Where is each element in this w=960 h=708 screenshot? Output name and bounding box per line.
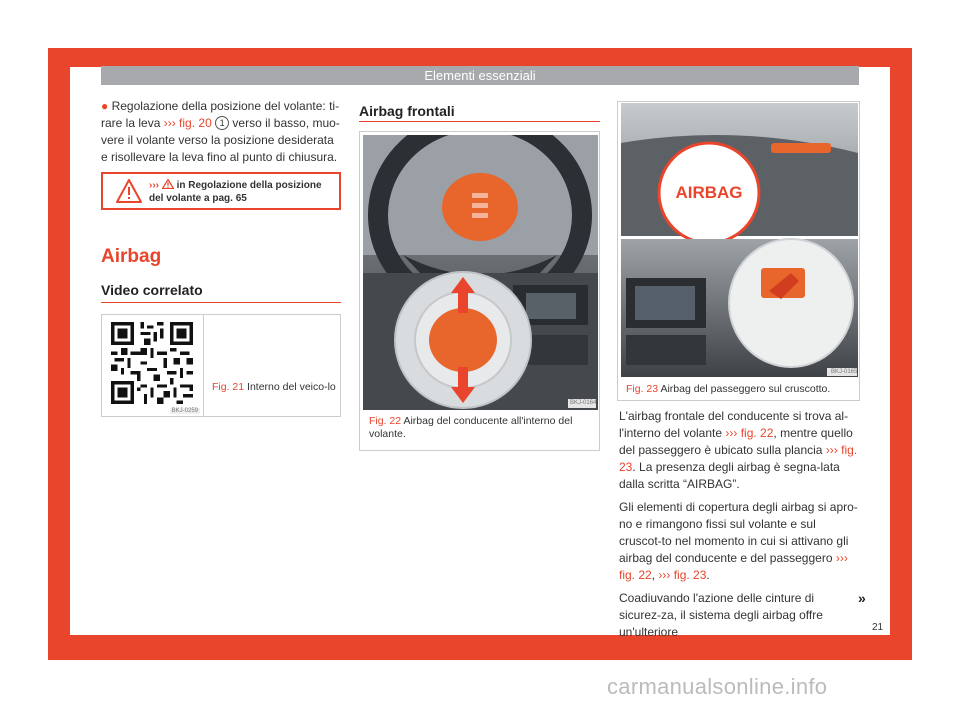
paragraph-3: Coadiuvando l'azione delle cinture di sicurez-za, il sistema degli airbag offre un'ulteriore xyxy=(619,591,823,639)
airbag-label: AIRBAG xyxy=(675,183,743,202)
frontali-rule xyxy=(359,121,600,122)
paragraph-1 xyxy=(619,408,859,493)
fig-23-link[interactable]: fig. 23 xyxy=(619,443,858,474)
bullet-text-after: verso il basso, muo-vere il volante verso la posizione desiderata e risollevare la leva fino al punto di chiusura. xyxy=(101,116,340,164)
video-rule xyxy=(101,302,341,303)
bullet-paragraph xyxy=(101,98,341,166)
paragraph-2 xyxy=(619,499,859,584)
fig-23-link[interactable]: fig. 23 xyxy=(673,568,707,582)
section-title-frontali: Airbag frontali xyxy=(359,103,455,119)
steering-wheel-airbag-image xyxy=(363,135,598,410)
figure-caption xyxy=(369,415,594,441)
figure-caption xyxy=(626,383,856,396)
p1-a: L'airbag frontale del conducente si trova al-l'interno del volante xyxy=(619,409,849,440)
video-title: Video correlato xyxy=(101,282,203,298)
section-title-airbag: Airbag xyxy=(101,246,162,267)
warning-ref: in Regolazione della posizione del volante a pag. 65 xyxy=(149,180,322,204)
warning-text xyxy=(149,179,334,205)
figure-code: BKJ-0165 xyxy=(831,369,858,375)
video-figure xyxy=(101,314,341,417)
page-number: 21 xyxy=(872,622,884,633)
continue-marker: » xyxy=(858,590,866,606)
qr-pane xyxy=(102,315,204,416)
fig-22-link[interactable]: fig. 22 xyxy=(619,568,652,582)
fig-22-link[interactable]: fig. 22 xyxy=(740,426,774,440)
watermark: carmanualsonline.info xyxy=(607,674,828,699)
warning-box[interactable] xyxy=(101,172,341,210)
warning-arrows: ››› xyxy=(149,180,159,191)
p1-c: . La presenza degli airbag è segna-lata dalla scritta “AIRBAG”. xyxy=(619,460,840,491)
passenger-airbag-image xyxy=(621,103,858,377)
figure-caption-text: Airbag del conducente all'interno del volante. xyxy=(369,415,573,440)
warning-triangle-icon xyxy=(115,178,143,204)
arrows-link[interactable]: ››› xyxy=(825,443,838,457)
figure-caption-text: Interno del veico-lo xyxy=(247,381,336,393)
p2-a: Gli elementi di copertura degli airbag si apro-no e rimangono fissi sul volante e sul cruscot-to nel momento in cui si attivano gli airbag del conducente e del passeggero xyxy=(619,500,858,565)
p1-b: , mentre quello del passeggero è ubicato sulla plancia xyxy=(619,426,853,457)
left-column xyxy=(101,98,341,166)
figure-label: Fig. 22 xyxy=(369,415,402,427)
figure-label: Fig. 21 xyxy=(212,381,245,393)
right-column-text xyxy=(619,408,859,647)
bullet-dot: ● xyxy=(101,99,109,113)
figure-code: BKJ-0259 xyxy=(171,408,198,414)
figure-caption-text: Airbag del passeggero sul cruscotto. xyxy=(660,383,831,395)
figure-code: BKJ-0164 xyxy=(570,400,597,406)
figure-label: Fig. 23 xyxy=(626,383,659,395)
callout-1: 1 xyxy=(215,116,229,130)
chapter-header: Elementi essenziali xyxy=(101,66,859,85)
arrows-link[interactable]: ››› xyxy=(163,116,176,130)
p2-c: . xyxy=(706,568,710,582)
p2-b: , xyxy=(651,568,659,582)
arrows-link[interactable]: ››› xyxy=(835,551,848,565)
fig-20-link[interactable]: fig. 20 xyxy=(179,116,212,130)
arrows-link[interactable]: ››› xyxy=(658,568,671,582)
qr-code[interactable] xyxy=(111,322,193,404)
figure-22 xyxy=(359,131,600,451)
warning-small-icon xyxy=(162,179,174,189)
figure-23 xyxy=(617,101,860,401)
bullet-text-before: Regolazione della posizione del volante: ti-rare la leva xyxy=(101,99,340,130)
figure-caption xyxy=(212,381,337,394)
arrows-link[interactable]: ››› xyxy=(725,426,738,440)
